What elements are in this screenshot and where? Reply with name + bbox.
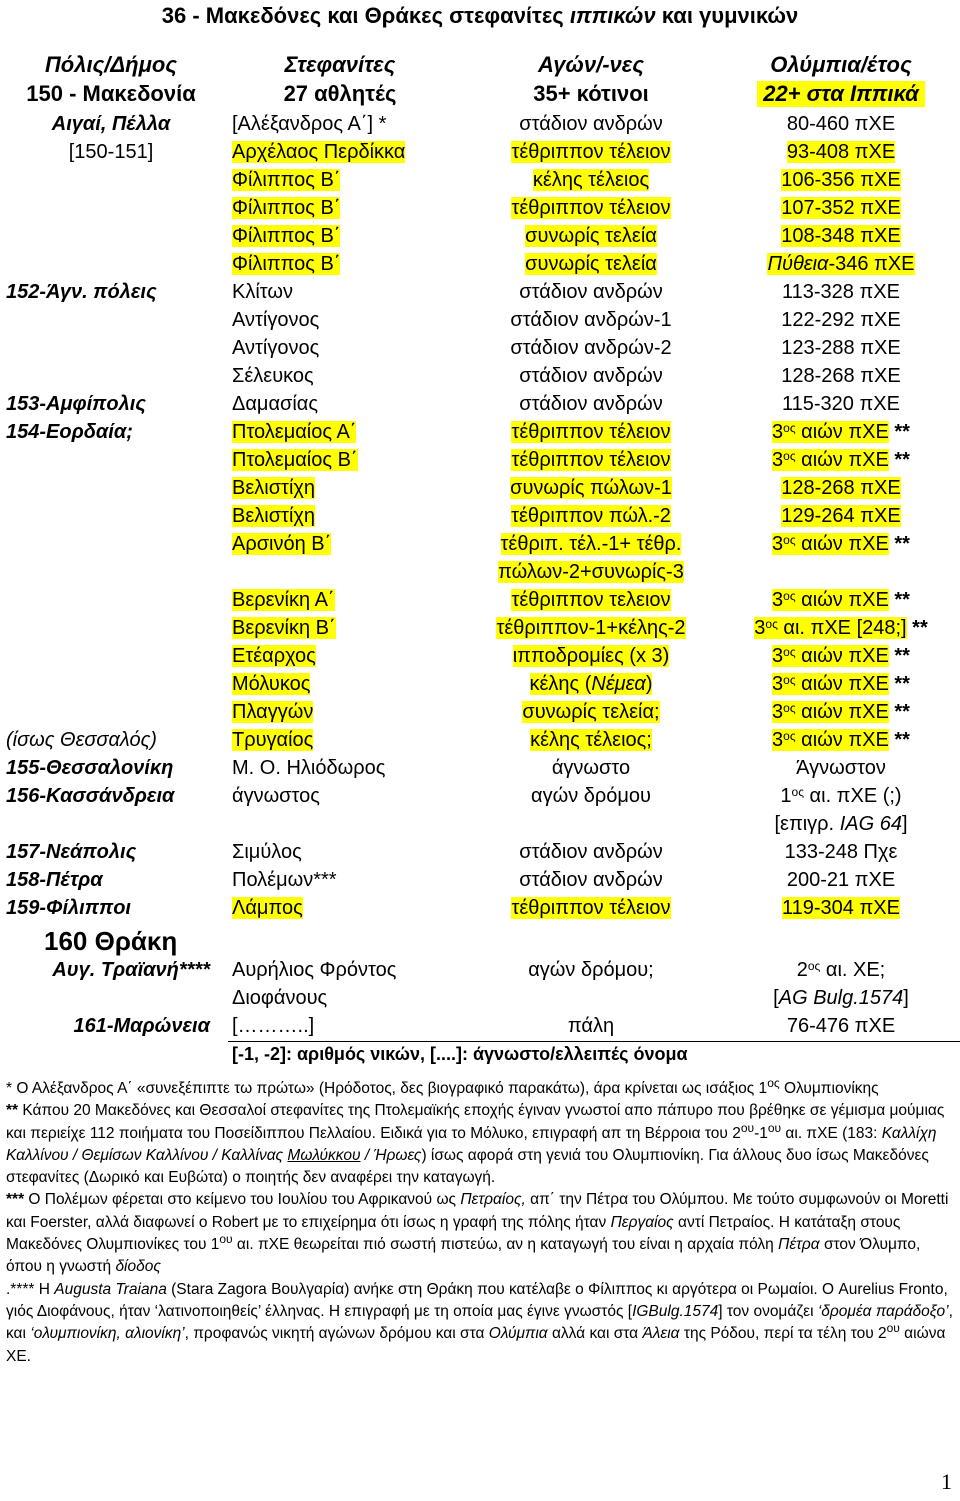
athlete-name: Αντίγονος: [232, 337, 320, 359]
athlete-name: Βελιστίχη: [232, 505, 316, 527]
year-text: 80-460 πΧΕ: [786, 113, 896, 135]
year-cell: [736, 756, 946, 780]
year-text: 106-356 πΧΕ: [781, 169, 901, 191]
event-name: τέθριππον τέλειον: [511, 421, 671, 443]
athlete-name: Τρυγαίος: [232, 729, 314, 751]
year-number: 3: [772, 729, 784, 751]
year-text: 200-21 πΧΕ: [786, 869, 896, 891]
year-cell: [736, 392, 946, 416]
year-ref: AG Bulg.1574: [778, 987, 904, 1009]
event-cell: [456, 448, 726, 472]
year-text: [772, 421, 889, 443]
year-text: [772, 589, 889, 611]
athlete-name: [Αλέξανδρος Α΄] *: [232, 113, 387, 135]
table-row: [0, 670, 960, 698]
table-row: [0, 474, 960, 502]
athlete-name: Κλίτων: [232, 281, 294, 303]
year-number: 3: [772, 449, 784, 471]
year-pre: [: [773, 987, 779, 1009]
city-cell: 156-Κασσάνδρεια: [6, 785, 175, 807]
athlete-name: Αρσινόη Β΄: [232, 533, 332, 555]
year-cell: [736, 896, 946, 920]
year-rest: αιών πΧΕ: [795, 421, 889, 443]
athlete-cell: [232, 420, 356, 444]
year-rest: αι. πΧΕ [248;]: [777, 617, 907, 639]
athlete-cell: Διοφάνους: [232, 987, 328, 1009]
event-name: στάδιον ανδρών: [519, 365, 663, 387]
year-cell: [736, 532, 946, 556]
year-cell: [736, 504, 946, 528]
table-row: [0, 1012, 960, 1040]
athlete-name: Φίλιππος Β΄: [232, 197, 341, 219]
year-cell: [736, 958, 946, 982]
thrace-heading-row: [0, 922, 960, 956]
athlete-cell: [232, 672, 310, 696]
stars-marker: **: [888, 589, 910, 611]
event-name: στάδιον ανδρών-2: [510, 337, 672, 359]
athlete-cell: [232, 756, 385, 780]
athlete-cell: [232, 308, 319, 332]
table-row: [0, 698, 960, 726]
athlete-name: Μ. Ο. Ηλιόδωρος: [232, 757, 386, 779]
header-city: Πόλις/Δήμος: [44, 52, 178, 77]
event-cell: [456, 392, 726, 416]
stars-marker: **: [888, 449, 910, 471]
table-row: [0, 222, 960, 250]
victors-table: [0, 110, 960, 1040]
year-text: Άγνωστον: [796, 757, 886, 779]
event-cell: [456, 196, 726, 220]
event-name: στάδιον ανδρών: [519, 281, 663, 303]
city-cell: Αυγ. Τραϊανή****: [52, 959, 210, 981]
table-row: [0, 110, 960, 138]
year-cell: [736, 1014, 946, 1038]
year-text: 128-268 πΧΕ: [781, 365, 901, 387]
athlete-cell: [232, 196, 340, 220]
event-name: τέθριππον τέλειον: [511, 141, 671, 163]
year-cell: [736, 224, 946, 248]
year-text: [754, 617, 906, 639]
city-cell: 161-Μαρώνεια: [73, 1015, 210, 1037]
year-ordinal: ος: [765, 617, 778, 631]
athlete-cell: [232, 700, 313, 724]
year-number: 3: [772, 645, 784, 667]
year-pre: [επιγρ.: [774, 813, 840, 835]
event-cell: [456, 588, 726, 612]
event-cell: [456, 504, 726, 528]
year-ordinal: ος: [783, 533, 796, 547]
event-cell: [456, 224, 726, 248]
footnote-3: *** Ο Πολέμων φέρεται στο κείμενο του Ιουλίου του Αφρικανού ως Πετραίος, απ΄ την Πέτρα του Ολύμπου. Με τούτο συμφωνούν οι Moretti και Foerster, αλλά διαφωνεί ο Robert με το επιχείρημα ότι ίσως η γραφή της πόλης ήταν Περγαίος αντί Πετραίος. Η κατάταξη στους Μακεδόνες Ολυμπιονίκες του $1^{o\upsilon}$ αι. πΧΕ θεωρείται πιό σωστή πιστεύω, αν η καταγωγή του είναι η αρχαία πόλη Πέτρα στον Όλυμπο, όπου η γνωστή δίοδος: [6, 1191, 949, 1276]
table-row: [0, 362, 960, 390]
footnote-2: ** Κάπου 20 Μακεδόνες και Θεσσαλοί στεφανίτες της Πτολεμαϊκής εποχής έγιναν γνωστοί απο πάπυρο που βρέθηκε σε γέμισμα μούμιας και περιείχε 112 ποιήματα του Ποσείδιππου Πελλαίου. Ειδικά για το Μόλυκο, επιγραφή απ τη Βέρροια του $2^{o\upsilon}-1^{o\upsilon}$ αι. πΧΕ (183: Καλλίχη Καλλίνου / Θεμίσων Καλλίνου / Καλλίνας Μωλύκκου / Ήρωες) ίσως αφορά στη γενιά του Ολυμπιονίκη. Για άλλους δυο ίσως Μακεδόνες στεφανίτες (Δωρικό και Ευβώτα) ο ποιητής δεν αναφέρει την καταγωγή.: [6, 1102, 945, 1187]
table-bottom-rule: [228, 1041, 960, 1042]
year-number: 3: [772, 673, 784, 695]
year-text: 76-476 πΧΕ: [786, 1015, 896, 1037]
subheader-equestrian: 22+ στα Ιππικά: [757, 81, 925, 107]
city-cell: 159-Φίλιπποι: [6, 897, 131, 919]
city-cell: 157-Νεάπολις: [6, 841, 137, 863]
athlete-name: Σέλευκος: [232, 365, 314, 387]
athlete-name: Φίλιππος Β΄: [232, 169, 341, 191]
stars-marker: **: [906, 617, 928, 639]
athlete-cell: [232, 588, 335, 612]
subheader-region: 150 - Μακεδονία: [26, 81, 196, 106]
event-cell: [456, 532, 726, 556]
athlete-cell: [232, 448, 358, 472]
event-name: τέθριππον τέλειον: [511, 197, 671, 219]
year-ordinal: ος: [783, 701, 796, 715]
year-cell: [736, 140, 946, 164]
event-name: κέλης τέλειος;: [530, 729, 652, 751]
athlete-name: άγνωστος: [232, 785, 320, 807]
year-number: 2: [796, 959, 808, 981]
table-row: [0, 166, 960, 194]
event-cell: [456, 308, 726, 332]
athlete-cell: [………..]: [232, 1015, 315, 1037]
event-cell: [456, 252, 726, 276]
year-post: ]: [901, 813, 908, 835]
stars-marker: **: [888, 421, 910, 443]
stars-marker: **: [888, 673, 910, 695]
footnote-1: * Ο Αλέξανδρος Α΄ «συνεξέπιπτε τω πρώτω» (Ηρόδοτος, δες βιογραφικό παρακάτω), άρα κρίνεται ως ισάξιος $1^{o\varsigma}$ Ολυμπιονίκης: [6, 1076, 879, 1097]
year-post: ]: [903, 987, 909, 1009]
table-row: [0, 334, 960, 362]
year-ordinal: ος: [783, 645, 796, 659]
athlete-cell: [232, 168, 340, 192]
year-date: -346 πΧΕ: [828, 253, 915, 275]
event-cell: [456, 868, 726, 892]
table-row: [0, 754, 960, 782]
year-text: [772, 701, 889, 723]
year-number: 3: [772, 589, 784, 611]
table-row: [0, 894, 960, 922]
athlete-cell: [232, 644, 316, 668]
year-ref: IAG 64: [839, 813, 902, 835]
year-cell: [736, 868, 946, 892]
event-cell: [456, 756, 726, 780]
event-cell: [456, 728, 726, 752]
year-cell: [736, 308, 946, 332]
table-row: [0, 614, 960, 642]
event-name: ιπποδρομίες (x 3): [512, 645, 670, 667]
year-rest: αιών πΧΕ: [795, 701, 889, 723]
athlete-name: Βελιστίχη: [232, 477, 316, 499]
athlete-name: Δαμασίας: [232, 393, 318, 415]
city-cell: 155-Θεσσαλονίκη: [6, 757, 174, 779]
event-cell: [456, 672, 726, 696]
table-row: [0, 194, 960, 222]
event-venue: Νέμεα: [591, 673, 646, 695]
year-cell: [736, 588, 946, 612]
event-cell: [456, 784, 726, 808]
year-text: 128-268 πΧΕ: [781, 477, 901, 499]
event-cell: [456, 140, 726, 164]
city-cell: 152-Άγν. πόλεις: [6, 281, 157, 303]
year-cell: [736, 700, 946, 724]
legend: [-1, -2]: αριθμός νικών, [....]: άγνωστο/ελλειπές όνομα: [232, 1044, 688, 1064]
event-name: πώλων-2+συνωρίς-3: [498, 561, 684, 583]
athlete-name: Φίλιππος Β΄: [232, 253, 341, 275]
event-cell: [456, 280, 726, 304]
city-cell: Αιγαί, Πέλλα: [51, 113, 171, 135]
title-italic: ιππικών: [569, 3, 656, 28]
table-row: [0, 558, 960, 586]
event-cell: [456, 700, 726, 724]
event-post: ): [645, 673, 653, 695]
city-cell: 158-Πέτρα: [6, 869, 103, 891]
year-text: 115-320 πΧΕ: [782, 393, 900, 415]
year-text: 133-248 Πχε: [784, 841, 898, 863]
event-name: τέθριππον τέλειον: [511, 449, 671, 471]
athlete-name: Πτολεμαίος Β΄: [232, 449, 358, 471]
year-text: [772, 645, 889, 667]
year-cell: [736, 840, 946, 864]
year-rest: αι. ΧΕ;: [820, 959, 886, 981]
year-rest: αι. πΧΕ (;): [804, 785, 902, 807]
year-text: [797, 959, 886, 981]
year-cell: [736, 986, 946, 1010]
year-text: 123-288 πΧΕ: [781, 337, 901, 359]
year-number: 3: [772, 533, 784, 555]
year-ordinal: ος: [807, 959, 821, 973]
athlete-name: Πλαγγών: [232, 701, 314, 723]
table-row: [0, 956, 960, 984]
event-cell: [456, 364, 726, 388]
year-ordinal: ος: [783, 589, 796, 603]
athlete-cell: [232, 476, 315, 500]
athlete-name: Αντίγονος: [232, 309, 320, 331]
year-text: [780, 785, 901, 807]
athlete-name: Φίλιππος Β΄: [232, 225, 341, 247]
year-cell: [736, 644, 946, 668]
year-text: [772, 673, 889, 695]
athlete-cell: [232, 504, 315, 528]
year-ordinal: ος: [783, 729, 796, 743]
table-row: [0, 502, 960, 530]
table-row: [0, 390, 960, 418]
table-row: [0, 306, 960, 334]
event-cell: [456, 168, 726, 192]
year-ordinal: ος: [791, 785, 804, 799]
year-text: 129-264 πΧΕ: [781, 505, 901, 527]
year-rest: αιών πΧΕ: [795, 729, 889, 751]
year-cell: [736, 252, 946, 276]
athlete-name: Μόλυκος: [232, 673, 311, 695]
year-rest: αιών πΧΕ: [795, 533, 889, 555]
event-name: συνωρίς τελεία: [525, 225, 657, 247]
event-cell: αγών δρόμου;: [528, 959, 654, 981]
year-text: 113-328 πΧΕ: [782, 281, 900, 303]
header-athletes: Στεφανίτες: [284, 52, 396, 77]
athlete-cell: [232, 140, 405, 164]
table-row: [0, 642, 960, 670]
title-suffix: και γυμνικών: [661, 3, 799, 28]
athlete-cell: [232, 532, 331, 556]
event-name: τέθριππον τελειον: [511, 589, 671, 611]
table-row: [0, 726, 960, 754]
footnotes: [6, 1078, 954, 1368]
stars-marker: **: [888, 533, 910, 555]
event-name: στάδιον ανδρών: [519, 841, 663, 863]
athlete-name: Ετέαρχος: [232, 645, 316, 667]
year-cell: [736, 812, 946, 836]
year-cell: [736, 728, 946, 752]
table-row: [0, 446, 960, 474]
year-rest: αιών πΧΕ: [795, 449, 889, 471]
athlete-cell: [232, 336, 319, 360]
year-text: 108-348 πΧΕ: [781, 225, 901, 247]
table-row: [0, 418, 960, 446]
subheader-athlete-count: 27 αθλητές: [283, 81, 397, 106]
year-ordinal: ος: [783, 449, 796, 463]
event-name: κέλης τέλειος: [532, 169, 650, 191]
event-name: στάδιον ανδρών: [519, 869, 663, 891]
athlete-name: Λάμπος: [232, 897, 303, 919]
athlete-name: Σιμύλος: [232, 841, 302, 863]
year-cell: [736, 672, 946, 696]
athlete-cell: [232, 868, 337, 892]
stars-marker: **: [888, 701, 910, 723]
event-name: τέθριππον-1+κέλης-2: [496, 617, 686, 639]
athlete-cell: [232, 392, 318, 416]
event-cell: πάλη: [567, 1015, 615, 1037]
event-name: αγών δρόμου: [531, 785, 651, 807]
event-cell: [456, 560, 726, 584]
year-text: 107-352 πΧΕ: [781, 197, 901, 219]
year-number: 3: [772, 701, 784, 723]
city-cell: [150-151]: [68, 141, 154, 163]
athlete-cell: [232, 728, 313, 752]
event-cell: [456, 112, 726, 136]
athlete-cell: [232, 896, 303, 920]
athlete-name: Βερενίκη Α΄: [232, 589, 335, 611]
table-row: [0, 530, 960, 558]
year-number: 3: [772, 421, 784, 443]
athlete-cell: [232, 840, 302, 864]
table-row: [0, 984, 960, 1012]
year-ordinal: ος: [783, 421, 796, 435]
table-row: [0, 278, 960, 306]
year-text: [767, 253, 914, 275]
event-cell: [456, 336, 726, 360]
event-name: στάδιον ανδρών: [519, 393, 663, 415]
year-text: [772, 449, 889, 471]
event-cell: [456, 420, 726, 444]
event-pre: κέλης (: [529, 673, 592, 695]
event-cell: [456, 896, 726, 920]
athlete-cell: [232, 224, 340, 248]
region-heading: 160 Θράκη: [44, 926, 178, 956]
page-title: [0, 3, 960, 29]
stars-marker: **: [888, 729, 910, 751]
year-rest: αιών πΧΕ: [795, 673, 889, 695]
year-cell: [736, 476, 946, 500]
year-rest: αιών πΧΕ: [795, 589, 889, 611]
event-name: τέθριππον πώλ.-2: [511, 505, 671, 527]
year-cell: [736, 616, 946, 640]
year-text: 122-292 πΧΕ: [781, 309, 901, 331]
athlete-cell: [232, 364, 314, 388]
year-text: [773, 987, 909, 1009]
event-name: τέθριππον τέλειον: [511, 897, 671, 919]
athlete-name: Πολέμων***: [232, 869, 337, 891]
year-text: [772, 533, 889, 555]
table-row: [0, 250, 960, 278]
athlete-name: Αρχέλαος Περδίκκα: [232, 141, 406, 163]
athlete-cell: [232, 784, 320, 808]
event-name: άγνωστο: [551, 757, 631, 779]
year-cell: [736, 112, 946, 136]
year-cell: [736, 336, 946, 360]
stars-marker: **: [888, 645, 910, 667]
year-cell: [736, 364, 946, 388]
year-cell: [736, 168, 946, 192]
title-text: 36 - Μακεδόνες και Θράκες στεφανίτες: [161, 3, 564, 28]
year-text: 93-408 πΧΕ: [786, 141, 896, 163]
table-row: [0, 586, 960, 614]
event-cell: [456, 644, 726, 668]
event-name: συνωρίς τελεία: [525, 253, 657, 275]
table-row: [0, 810, 960, 838]
header-olympics-year: Ολύμπια/έτος: [770, 52, 912, 77]
year-text: 119-304 πΧΕ: [782, 897, 900, 919]
athlete-cell: Αυρήλιος Φρόντος: [232, 959, 397, 981]
table-row: [0, 866, 960, 894]
year-cell: [736, 420, 946, 444]
year-rest: αιών πΧΕ: [795, 645, 889, 667]
city-cell: 154-Εορδαία;: [6, 421, 133, 443]
year-number: 1: [780, 785, 792, 807]
header-events: Αγών/-νες: [538, 52, 644, 77]
athlete-name: Πτολεμαίος Α΄: [232, 421, 357, 443]
year-cell: [736, 448, 946, 472]
year-venue: Πύθεια: [767, 253, 829, 275]
event-name: τέθριπ. τέλ.-1+ τέθρ.: [500, 533, 682, 555]
year-cell: [736, 280, 946, 304]
city-cell: 153-Αμφίπολις: [6, 393, 146, 415]
year-number: 3: [754, 617, 766, 639]
event-name: συνωρίς πώλων-1: [510, 477, 672, 499]
page-number: 1: [941, 1469, 952, 1494]
footnote-4: .**** Η Augusta Traiana (Stara Zagora Βουλγαρία) ανήκε στη Θράκη που κατέλαβε ο Φίλιππος κι αργότερα οι Ρωμαίοι. Ο Aurelius Fronto, γιός Διοφάνους, ήταν ‘λατινοποιηθείς’ έλληνας. Η επιγραφή με τη οποία μας έγινε γνωστός [IGBulg.1574] τον ονομάζει ‘δρομέα παράδοξο’, και ‘ολυμπιονίκη, αλιονίκη’, προφανώς νικητή αγώνων δρόμου και στα Ολύμπια αλλά και στα Άλεια της Ρόδου, περί τα τέλη του $2^{o\upsilon}$ αιώνα ΧΕ.: [6, 1280, 953, 1365]
athlete-cell: [232, 280, 293, 304]
year-text: [772, 729, 889, 751]
year-cell: [736, 784, 946, 808]
athlete-cell: [232, 616, 336, 640]
year-text: [774, 813, 907, 835]
athlete-cell: [232, 112, 386, 136]
table-row: [0, 838, 960, 866]
table-row: [0, 782, 960, 810]
event-name: συνωρίς τελεία;: [522, 701, 660, 723]
year-cell: [736, 196, 946, 220]
event-cell: [456, 476, 726, 500]
city-cell: (ίσως Θεσσαλός): [6, 729, 157, 751]
event-name: στάδιον ανδρών-1: [510, 309, 672, 331]
event-name: στάδιον ανδρών: [519, 113, 663, 135]
athlete-name: Βερενίκη Β΄: [232, 617, 336, 639]
event-cell: [456, 840, 726, 864]
subheader-kotinoi: 35+ κότινοι: [533, 81, 649, 106]
table-row: [0, 138, 960, 166]
event-name: [530, 673, 653, 695]
event-cell: [456, 616, 726, 640]
athlete-cell: [232, 252, 340, 276]
year-ordinal: ος: [783, 673, 796, 687]
